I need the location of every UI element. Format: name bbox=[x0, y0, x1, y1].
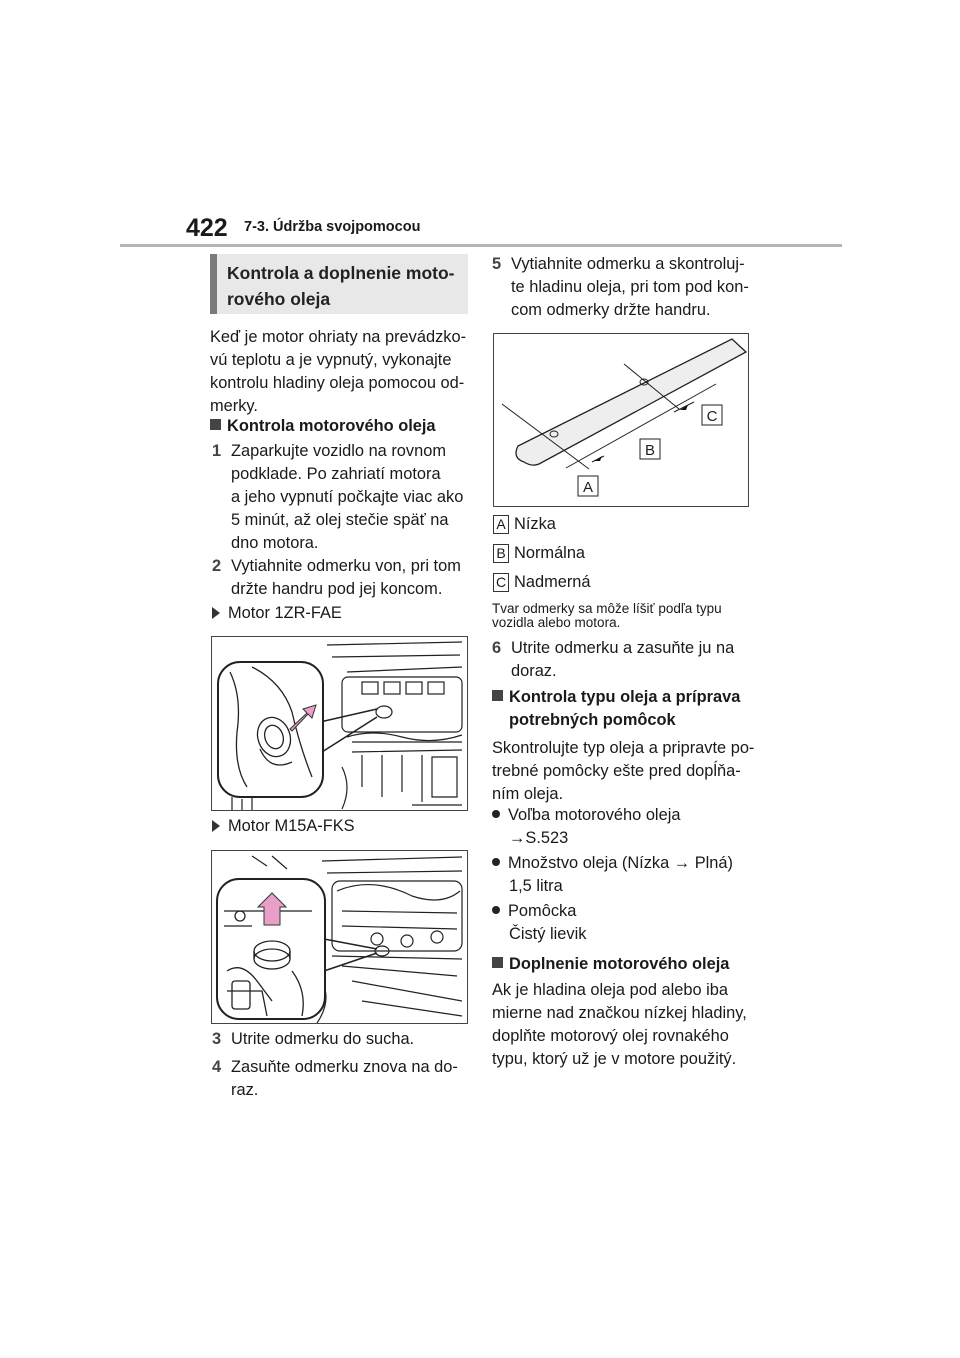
step-line: 5 minút, až olej stečie späť na bbox=[231, 511, 449, 529]
step-number: 3 bbox=[212, 1030, 222, 1048]
dipstick-figure bbox=[493, 333, 749, 507]
step-number: 6 bbox=[492, 639, 502, 657]
step-number: 5 bbox=[492, 255, 502, 273]
step-line: Vytiahnite odmerku von, pri tom bbox=[231, 557, 461, 575]
fig-label-c: C bbox=[706, 408, 718, 425]
section-title: 7-3. Údržba svojpomocou bbox=[244, 219, 421, 235]
fig-label-a: A bbox=[582, 479, 594, 496]
paragraph-line: mierne nad značkou nízkej hladiny, bbox=[492, 1004, 747, 1022]
step-6 bbox=[492, 637, 762, 687]
intro-paragraph bbox=[210, 326, 470, 418]
paragraph-line: ním oleja. bbox=[492, 785, 564, 803]
step-line: podklade. Po zahriatí motora bbox=[231, 465, 441, 483]
bullet-tool bbox=[492, 900, 762, 946]
heading-line-2: rového oleja bbox=[227, 289, 331, 309]
subheading-text: potrebných pomôcok bbox=[509, 711, 676, 729]
dipstick-note bbox=[492, 602, 722, 630]
step-4 bbox=[212, 1056, 472, 1106]
intro-line: Keď je motor ohriaty na prevádzko- bbox=[210, 328, 467, 346]
legend-text: Nízka bbox=[514, 515, 556, 533]
dipstick-illustration bbox=[494, 334, 749, 507]
subheading-oil-type bbox=[492, 686, 762, 732]
engine-1zr-illustration bbox=[212, 637, 468, 811]
page-number: 422 bbox=[186, 214, 228, 242]
square-bullet-icon bbox=[492, 957, 503, 968]
legend-low bbox=[493, 513, 556, 536]
engine-label-1zr bbox=[212, 602, 342, 625]
note-line: vozidla alebo motora. bbox=[492, 615, 621, 630]
paragraph-line: trebné pomôcky ešte pred dopĺňa- bbox=[492, 762, 741, 780]
bullet-text: 1,5 litra bbox=[509, 877, 563, 895]
step-line: Zaparkujte vozidlo na rovnom bbox=[231, 442, 447, 460]
step-3 bbox=[212, 1028, 472, 1053]
step-number: 4 bbox=[212, 1058, 222, 1076]
engine-m15a-illustration bbox=[212, 851, 468, 1024]
triangle-bullet-icon bbox=[212, 820, 220, 832]
header-rule bbox=[120, 244, 842, 247]
step-line: držte handru pod jej koncom. bbox=[231, 580, 443, 598]
page-reference-link[interactable]: →S.523 bbox=[509, 829, 569, 847]
square-bullet-icon bbox=[492, 690, 503, 701]
engine-label-text: Motor 1ZR-FAE bbox=[228, 604, 342, 622]
intro-line: kontrolu hladiny oleja pomocou od- bbox=[210, 374, 465, 392]
paragraph-line: doplňte motorový olej rovnakého bbox=[492, 1027, 729, 1045]
subheading-check-oil bbox=[210, 415, 436, 438]
step-line: Zasuňte odmerku znova na do- bbox=[231, 1058, 458, 1076]
engine-1zr-figure bbox=[211, 636, 468, 811]
legend-text: Nadmerná bbox=[514, 573, 591, 591]
refill-paragraph bbox=[492, 979, 762, 1071]
heading-line-1: Kontrola a doplnenie moto- bbox=[227, 263, 455, 283]
bullet-text: Množstvo oleja (Nízka → Plná) bbox=[508, 854, 733, 872]
step-line: com odmerky držte handru. bbox=[511, 301, 711, 319]
step-line: dno motora. bbox=[231, 534, 319, 552]
paragraph-line: typu, ktorý už je v motore použitý. bbox=[492, 1050, 737, 1068]
section-heading bbox=[210, 254, 468, 314]
bullet-text: Voľba motorového oleja bbox=[508, 806, 681, 824]
step-line: a jeho vypnutí počkajte viac ako bbox=[231, 488, 464, 506]
dot-bullet-icon bbox=[492, 810, 500, 818]
legend-key: B bbox=[493, 544, 509, 563]
legend-text: Normálna bbox=[514, 544, 586, 562]
intro-line: merky. bbox=[210, 397, 258, 415]
step-number: 2 bbox=[212, 557, 222, 575]
legend-excess bbox=[493, 571, 591, 594]
subheading-refill bbox=[492, 953, 729, 976]
engine-label-m15a bbox=[212, 815, 355, 838]
step-number: 1 bbox=[212, 442, 222, 460]
note-line: Tvar odmerky sa môže líšiť podľa typu bbox=[492, 601, 722, 616]
dot-bullet-icon bbox=[492, 906, 500, 914]
oil-type-paragraph bbox=[492, 737, 762, 806]
bullet-text: Pomôcka bbox=[508, 902, 577, 920]
legend-key: C bbox=[493, 573, 509, 592]
step-line: Utrite odmerku a zasuňte ju na bbox=[511, 639, 735, 657]
step-2 bbox=[212, 555, 472, 605]
intro-line: vú teplotu a je vypnutý, vykonajte bbox=[210, 351, 452, 369]
step-line: Vytiahnite odmerku a skontroluj- bbox=[511, 255, 745, 273]
step-line: raz. bbox=[231, 1081, 259, 1099]
step-line: Utrite odmerku do sucha. bbox=[231, 1030, 415, 1048]
fig-label-b: B bbox=[644, 442, 656, 459]
triangle-bullet-icon bbox=[212, 607, 220, 619]
paragraph-line: Ak je hladina oleja pod alebo iba bbox=[492, 981, 729, 999]
legend-normal bbox=[493, 542, 585, 565]
bullet-text: Čistý lievik bbox=[509, 925, 587, 943]
dot-bullet-icon bbox=[492, 858, 500, 866]
engine-label-text: Motor M15A-FKS bbox=[228, 817, 355, 835]
step-5 bbox=[492, 253, 762, 325]
bullet-oil-quantity bbox=[492, 852, 762, 898]
bullet-oil-choice bbox=[492, 804, 762, 850]
subheading-text: Kontrola typu oleja a príprava bbox=[509, 688, 741, 706]
subheading-text: Doplnenie motorového oleja bbox=[509, 955, 730, 973]
step-1 bbox=[212, 440, 472, 560]
engine-m15a-figure bbox=[211, 850, 468, 1024]
step-line: doraz. bbox=[511, 662, 557, 680]
square-bullet-icon bbox=[210, 419, 221, 430]
legend-key: A bbox=[493, 515, 509, 534]
subheading-text: Kontrola motorového oleja bbox=[227, 417, 436, 435]
paragraph-line: Skontrolujte typ oleja a pripravte po- bbox=[492, 739, 755, 757]
step-line: te hladinu oleja, pri tom pod kon- bbox=[511, 278, 749, 296]
